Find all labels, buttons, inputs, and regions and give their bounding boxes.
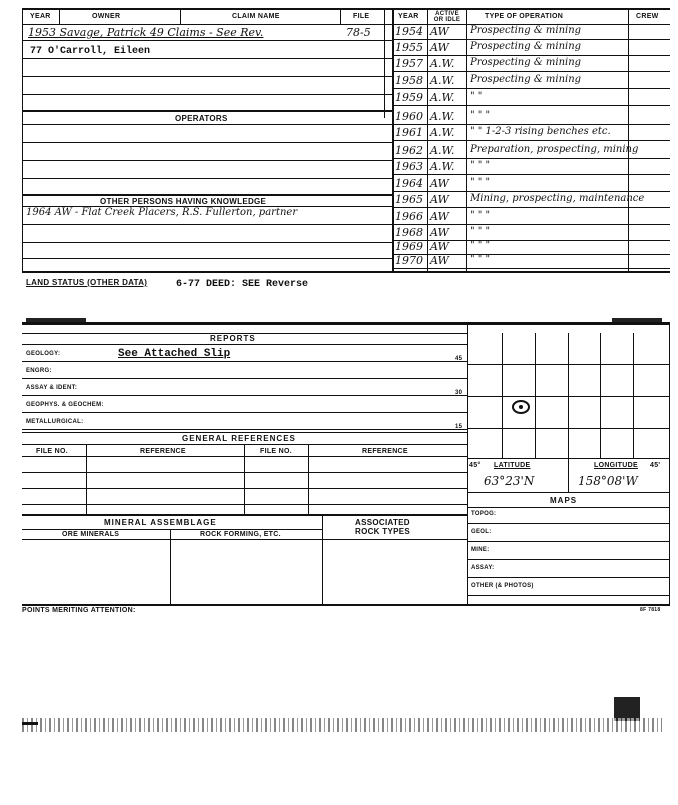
maps-title: MAPS bbox=[550, 496, 578, 505]
owner-row-2: 77 O'Carroll, Eileen bbox=[30, 46, 151, 57]
report-row-label: ENGRG: bbox=[26, 368, 52, 374]
activity-year: 1958 bbox=[395, 74, 423, 87]
maps-row-label: MINE: bbox=[471, 547, 490, 553]
activity-status: A.W. bbox=[430, 160, 455, 173]
activity-type: " " " bbox=[470, 226, 491, 237]
col-file-no-2: FILE NO. bbox=[260, 448, 292, 455]
activity-type: Preparation, prospecting, mining bbox=[470, 144, 639, 155]
owner-row-1: 1953 Savage, Patrick 49 Claims - See Rev. bbox=[28, 26, 264, 39]
activity-status: AW bbox=[430, 41, 449, 54]
report-row-label: GEOLOGY: bbox=[26, 351, 61, 357]
activity-type: Prospecting & mining bbox=[470, 74, 582, 85]
activity-year: 1965 bbox=[395, 193, 423, 206]
activity-type: Prospecting & mining bbox=[470, 25, 582, 36]
header-owner: OWNER bbox=[92, 13, 121, 20]
maps-row-label: GEOL: bbox=[471, 529, 492, 535]
header-year-activity: YEAR bbox=[398, 13, 419, 20]
latitude-value: 63°23'N bbox=[484, 474, 535, 488]
mineral-assemblage-title: MINERAL ASSEMBLAGE bbox=[104, 518, 217, 527]
rock-types-label: ROCK TYPES bbox=[355, 527, 411, 536]
activity-type: " " " bbox=[470, 160, 491, 171]
location-marker-dot-icon bbox=[519, 405, 523, 409]
activity-type: " " " bbox=[470, 210, 491, 221]
activity-status: AW bbox=[430, 177, 449, 190]
activity-status: A.W. bbox=[430, 126, 455, 139]
activity-year: 1959 bbox=[395, 91, 423, 104]
activity-status: A.W. bbox=[430, 144, 455, 157]
activity-year: 1954 bbox=[395, 25, 423, 38]
activity-status: AW bbox=[430, 193, 449, 206]
header-active-idle: ACTIVE OR IDLE bbox=[433, 11, 461, 23]
activity-status: A.W. bbox=[430, 110, 455, 123]
reports-title: REPORTS bbox=[210, 334, 256, 343]
activity-type: Prospecting & mining bbox=[470, 57, 582, 68]
owner-row-1-file: 78-5 bbox=[346, 26, 371, 39]
activity-type: " " " bbox=[470, 254, 491, 265]
activity-year: 1969 bbox=[395, 240, 423, 253]
header-year: YEAR bbox=[30, 13, 51, 20]
activity-type: " " 1-2-3 rising benches etc. bbox=[470, 126, 611, 137]
header-file: FILE bbox=[353, 13, 370, 20]
land-status-label: LAND STATUS (OTHER DATA) bbox=[26, 278, 148, 287]
activity-type: " " " bbox=[470, 177, 491, 188]
activity-year: 1964 bbox=[395, 177, 423, 190]
header-claim-name: CLAIM NAME bbox=[232, 13, 280, 20]
activity-type: " " " bbox=[470, 110, 491, 121]
activity-year: 1963 bbox=[395, 160, 423, 173]
report-row-label: METALLURGICAL: bbox=[26, 419, 84, 425]
maps-row-label: ASSAY: bbox=[471, 565, 495, 571]
longitude-value: 158°08'W bbox=[578, 474, 638, 488]
associated-label: ASSOCIATED bbox=[355, 518, 410, 527]
activity-year: 1960 bbox=[395, 110, 423, 123]
activity-year: 1955 bbox=[395, 41, 423, 54]
activity-type: " " " bbox=[470, 240, 491, 251]
scale-45: 45 bbox=[455, 356, 463, 362]
activity-type: Prospecting & mining bbox=[470, 41, 582, 52]
col-file-no: FILE NO. bbox=[36, 448, 68, 455]
scale-15: 15 bbox=[455, 424, 463, 430]
lat-tick: 45° bbox=[469, 462, 481, 469]
scan-noise-band bbox=[22, 718, 662, 732]
activity-status: A.W. bbox=[430, 91, 455, 104]
maps-row-label: OTHER (& PHOTOS) bbox=[471, 583, 534, 589]
activity-status: AW bbox=[430, 254, 449, 267]
report-row-value: See Attached Slip bbox=[118, 348, 231, 360]
activity-year: 1968 bbox=[395, 226, 423, 239]
activity-status: AW bbox=[430, 25, 449, 38]
maps-row-label: TOPOG: bbox=[471, 511, 497, 517]
points-meriting-label: POINTS MERITING ATTENTION: bbox=[22, 607, 136, 614]
lon-tick: 45' bbox=[650, 462, 661, 469]
col-reference-2: REFERENCE bbox=[362, 448, 408, 455]
other-persons-text: 1964 AW - Flat Creek Placers, R.S. Fullerton, partner bbox=[26, 207, 298, 218]
activity-type: Mining, prospecting, maintenance bbox=[470, 193, 645, 204]
report-row-label: ASSAY & IDENT: bbox=[26, 385, 78, 391]
activity-year: 1962 bbox=[395, 144, 423, 157]
activity-status: AW bbox=[430, 210, 449, 223]
col-reference: REFERENCE bbox=[140, 448, 186, 455]
activity-status: A.W. bbox=[430, 57, 455, 70]
activity-year: 1966 bbox=[395, 210, 423, 223]
activity-status: AW bbox=[430, 240, 449, 253]
form-number: 8F 7818 bbox=[640, 607, 661, 613]
activity-year: 1957 bbox=[395, 57, 423, 70]
operators-label: OPERATORS bbox=[175, 114, 228, 123]
general-references-title: GENERAL REFERENCES bbox=[182, 434, 296, 443]
scale-30: 30 bbox=[455, 390, 463, 396]
activity-year: 1970 bbox=[395, 254, 423, 267]
land-status-value: 6-77 DEED: SEE Reverse bbox=[176, 279, 309, 290]
activity-status: A.W. bbox=[430, 74, 455, 87]
activity-status: AW bbox=[430, 226, 449, 239]
longitude-label: LONGITUDE bbox=[594, 462, 638, 469]
ore-minerals-label: ORE MINERALS bbox=[62, 531, 120, 538]
report-row-label: GEOPHYS. & GEOCHEM: bbox=[26, 402, 104, 408]
rock-forming-label: ROCK FORMING, ETC. bbox=[200, 531, 281, 538]
other-persons-label: OTHER PERSONS HAVING KNOWLEDGE bbox=[100, 197, 267, 206]
latitude-label: LATITUDE bbox=[494, 462, 531, 469]
header-type-of-operation: TYPE OF OPERATION bbox=[485, 13, 564, 20]
activity-type: " " bbox=[470, 91, 483, 102]
header-crew: CREW bbox=[636, 13, 659, 20]
activity-year: 1961 bbox=[395, 126, 423, 139]
